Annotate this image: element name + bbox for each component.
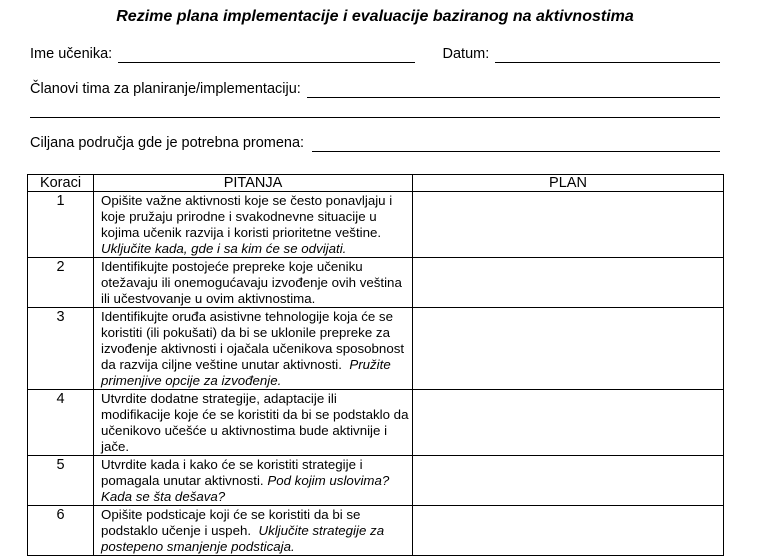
student-name-label: Ime učenika: [30,46,113,62]
date-label: Datum: [442,46,490,62]
question-italic-note: Uključite kada, gde i sa kim će se odvijati. [101,241,347,256]
table-row [28,192,724,258]
team-label: Članovi tima za planiranje/implementaciju: [30,81,301,97]
question-cell [94,258,413,308]
target-areas-label: Ciljana područja gde je potrebna promena: [30,135,305,151]
team-blank-line [307,82,720,98]
plan-cell [413,456,724,506]
question-cell [94,506,413,556]
step-number: 6 [28,506,94,556]
student-name-row [30,46,720,63]
question-text: Opišite važne aktivnosti koje se često ponavljaju i koje pružaju prirodne i svakodnevne situacije u kojima učenik razvija i koristi prioritetne veštine. [101,193,393,240]
student-name-blank-line [118,47,414,63]
question-text: Identifikujte oruđa asistivne tehnologije koja će se koristiti (ili pokušati) da bi se uklonile prepreke za izvođenje aktivnosti i ojačala učenikova sposobnost da razvija ciljne veštine unutar aktivnosti. [101,309,405,372]
table-row [28,258,724,308]
table-row [28,308,724,390]
question-italic-note: Pod kojim uslovima? Kada se šta dešava? [101,473,390,504]
team-row [30,81,720,98]
question-text: Utvrdite kada i kako će se koristiti strategije i pomagala unutar aktivnosti. [101,457,363,488]
question-cell [94,308,413,390]
question-text: Identifikujte postojeće prepreke koje učeniku otežavaju ili onemogućavaju izvođenje ovih veština ili učestvovanje u ovim aktivnostima. [101,259,402,306]
step-number: 2 [28,258,94,308]
step-number: 5 [28,456,94,506]
target-areas-blank-line [312,136,720,152]
plan-cell [413,192,724,258]
plan-cell [413,258,724,308]
column-header-plan: PLAN [413,175,724,192]
plan-table [27,174,724,556]
column-header-questions: PITANJA [94,175,413,192]
table-row [28,390,724,456]
question-cell [94,456,413,506]
target-areas-row [30,135,720,152]
plan-cell [413,506,724,556]
team-blank-line-2 [30,117,720,118]
question-italic-note: Uključite strategije za postepeno smanjenje podsticaja. [101,523,385,554]
plan-cell [413,308,724,390]
step-number: 4 [28,390,94,456]
plan-cell [413,390,724,456]
table-header-row [28,175,724,192]
question-cell [94,390,413,456]
question-cell [94,192,413,258]
column-header-steps: Koraci [28,175,94,192]
step-number: 1 [28,192,94,258]
step-number: 3 [28,308,94,390]
date-blank-line [495,47,720,63]
table-row [28,506,724,556]
question-text: Utvrdite dodatne strategije, adaptacije ili modifikacije koje će se koristiti da bi se podstaklo da učenikovo učešće u aktivnostima bude aktivnije i jače. [101,391,409,454]
document-title: Rezime plana implementacije i evaluacije baziranog na aktivnostima [116,8,634,25]
question-italic-note: Pružite primenjive opcije za izvođenje. [101,357,391,388]
plan-table-wrapper [27,174,720,556]
table-row [28,456,724,506]
question-text: Opišite podsticaje koji će se koristiti da bi se podstaklo učenje i uspeh. [101,507,361,538]
